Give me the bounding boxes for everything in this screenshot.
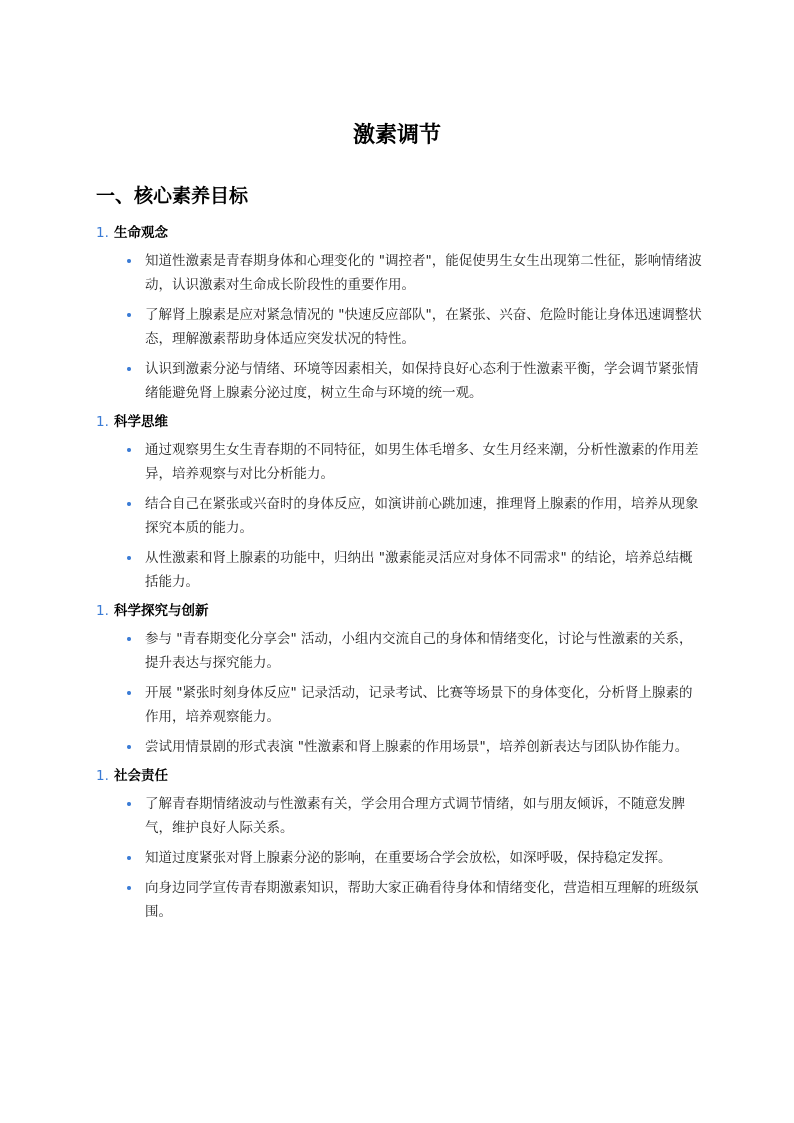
list-item-text: 开展 "紧张时刻身体反应" 记录活动，记录考试、比赛等场景下的身体变化，分析肾上腺素的作用，培养观察能力。 — [145, 685, 693, 725]
bullet-icon — [127, 448, 131, 452]
list-item-text: 了解青春期情绪波动与性激素有关，学会用合理方式调节情绪，如与朋友倾诉，不随意发脾气，维护良好人际关系。 — [145, 796, 685, 836]
bullet-icon — [127, 886, 131, 890]
section-inquiry-innovation — [96, 600, 702, 759]
list-item — [96, 846, 702, 870]
section-header — [96, 222, 702, 244]
section-header — [96, 600, 702, 622]
bullet-list — [96, 792, 702, 924]
bullet-icon — [127, 502, 131, 506]
section-scientific-thinking — [96, 411, 702, 594]
list-item — [96, 249, 702, 297]
bullet-list — [96, 627, 702, 759]
list-item-text: 尝试用情景剧的形式表演 "性激素和肾上腺素的作用场景"，培养创新表达与团队协作能力。 — [145, 739, 689, 755]
list-item-text: 知道性激素是青春期身体和心理变化的 "调控者"，能促使男生女生出现第二性征，影响情绪波动，认识激素对生命成长阶段性的重要作用。 — [145, 253, 702, 293]
bullet-list — [96, 249, 702, 405]
section-number: 1. — [96, 603, 109, 619]
list-item — [96, 735, 702, 759]
section-social-responsibility — [96, 765, 702, 924]
bullet-list — [96, 438, 702, 594]
objectives-list — [96, 222, 702, 930]
list-item — [96, 627, 702, 675]
section-heading: 一、核心素养目标 — [96, 185, 249, 207]
list-item-text: 从性激素和肾上腺素的功能中，归纳出 "激素能灵活应对身体不同需求" 的结论，培养总结概括能力。 — [145, 550, 693, 590]
list-item — [96, 546, 702, 594]
bullet-icon — [127, 259, 131, 263]
list-item-text: 结合自己在紧张或兴奋时的身体反应，如演讲前心跳加速，推理肾上腺素的作用，培养从现象探究本质的能力。 — [145, 496, 699, 536]
list-item — [96, 681, 702, 729]
list-item — [96, 792, 702, 840]
document-title: 激素调节 — [352, 123, 441, 148]
list-item-text: 了解肾上腺素是应对紧急情况的 "快速反应部队"，在紧张、兴奋、危险时能让身体迅速调整状态，理解激素帮助身体适应突发状况的特性。 — [145, 307, 702, 347]
bullet-icon — [127, 802, 131, 806]
section-title: 社会责任 — [114, 768, 168, 784]
bullet-icon — [127, 313, 131, 317]
list-item — [96, 303, 702, 351]
bullet-icon — [127, 556, 131, 560]
section-header — [96, 765, 702, 787]
section-number: 1. — [96, 225, 109, 241]
list-item — [96, 438, 702, 486]
list-item — [96, 492, 702, 540]
list-item-text: 认识到激素分泌与情绪、环境等因素相关，如保持良好心态利于性激素平衡，学会调节紧张情绪能避免肾上腺素分泌过度，树立生命与环境的统一观。 — [145, 361, 699, 401]
bullet-icon — [127, 691, 131, 695]
list-item-text: 知道过度紧张对肾上腺素分泌的影响，在重要场合学会放松，如深呼吸，保持稳定发挥。 — [145, 850, 672, 866]
list-item-text: 通过观察男生女生青春期的不同特征，如男生体毛增多、女生月经来潮，分析性激素的作用差异，培养观察与对比分析能力。 — [145, 442, 699, 482]
section-number: 1. — [96, 768, 109, 784]
section-header — [96, 411, 702, 433]
bullet-icon — [127, 637, 131, 641]
section-number: 1. — [96, 414, 109, 430]
bullet-icon — [127, 367, 131, 371]
bullet-icon — [127, 745, 131, 749]
section-title: 科学探究与创新 — [114, 603, 209, 619]
bullet-icon — [127, 856, 131, 860]
list-item — [96, 876, 702, 924]
section-life-concept — [96, 222, 702, 405]
list-item-text: 向身边同学宣传青春期激素知识，帮助大家正确看待身体和情绪变化，营造相互理解的班级氛围。 — [145, 880, 699, 920]
section-title: 科学思维 — [114, 414, 168, 430]
list-item — [96, 357, 702, 405]
section-title: 生命观念 — [114, 225, 168, 241]
list-item-text: 参与 "青春期变化分享会" 活动，小组内交流自己的身体和情绪变化，讨论与性激素的关系，提升表达与探究能力。 — [145, 631, 693, 671]
